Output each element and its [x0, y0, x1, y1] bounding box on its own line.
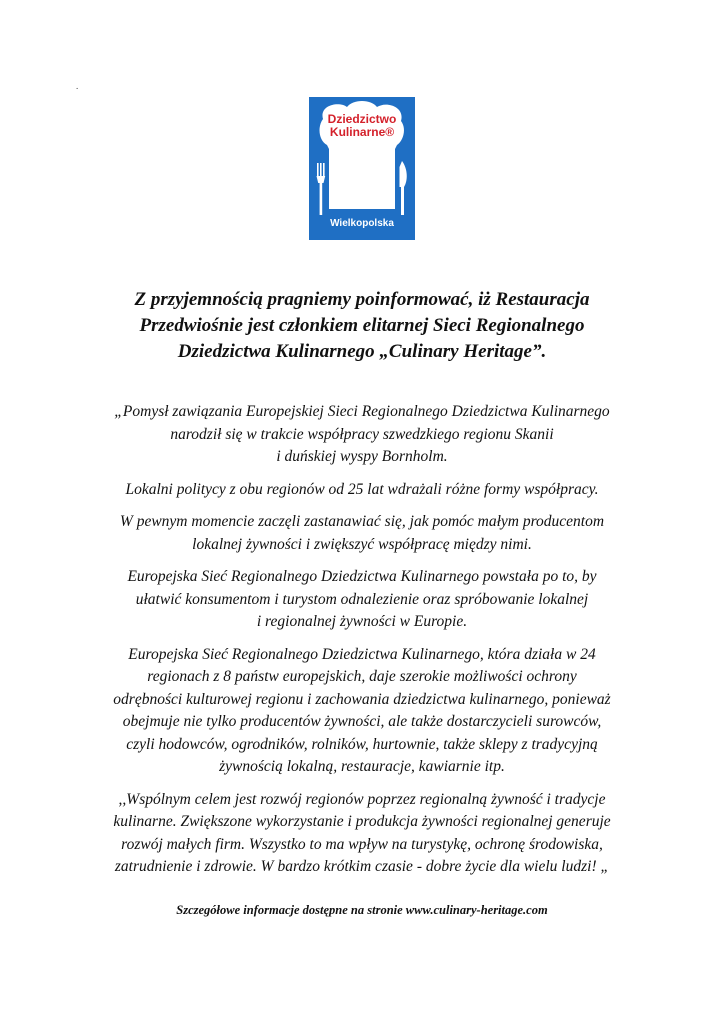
text-line: Lokalni politycy z obu regionów od 25 lat wdrażali różne formy współpracy. — [125, 480, 599, 498]
paragraph-network-purpose — [58, 566, 666, 634]
text-line: ułatwić konsumentom i turystom odnalezienie oraz spróbowanie lokalnej — [135, 590, 589, 608]
text-line: W pewnym momencie zaczęli zastanawiać się, jak pomóc małym producentom — [119, 513, 605, 530]
text-line: obejmuje nie tylko producentów żywności, ale także dostarczycieli surowców, — [122, 713, 602, 730]
website-info: Szczegółowe informacje dostępne na stronie www.culinary-heritage.com — [176, 903, 548, 917]
knife-icon — [400, 161, 407, 215]
paragraph-politicians — [58, 479, 666, 502]
paragraph-network-scope — [58, 644, 666, 779]
headline-line: Przedwiośnie jest członkiem elitarnej Sieci Regionalnego — [139, 315, 585, 336]
text-line: kulinarne. Zwiększone wykorzystanie i produkcja żywności regionalnej generuje — [113, 813, 611, 830]
paragraph-producers — [58, 511, 666, 556]
text-line: i regionalnej żywności w Europie. — [256, 613, 468, 630]
headline-line: Z przyjemnością pragniemy poinformować, iż Restauracja — [134, 289, 590, 310]
paragraph-common-goal — [58, 789, 666, 879]
text-line: narodził się w trakcie współpracy szwedzkiego regionu Skanii — [170, 425, 554, 443]
text-line: lokalnej żywności i zwiększyć współpracę między nimi. — [192, 535, 532, 553]
logo-title-line2: Kulinarne® — [329, 125, 395, 139]
text-line: Europejska Sieć Regionalnego Dziedzictwa Kulinarnego powstała po to, by — [127, 568, 597, 585]
logo-region-label: Wielkopolska — [330, 218, 394, 229]
culinary-heritage-logo — [309, 97, 415, 240]
description-body — [58, 401, 666, 889]
text-line: żywnością lokalną, restauracje, kawiarnie itp. — [219, 758, 505, 775]
fork-icon — [317, 163, 326, 215]
logo-title-line1: Dziedzictwo — [327, 112, 397, 126]
text-line: regionach z 8 państw europejskich, daje szerokie możliwości ochrony — [147, 668, 577, 685]
text-line: i duńskiej wyspy Bornholm. — [276, 448, 448, 465]
paragraph-origin — [58, 401, 666, 469]
text-line: odrębności kulturowej regionu i zachowania dziedzictwa kulinarnego, ponieważ — [113, 690, 611, 708]
text-line: ,,Wspólnym celem jest rozwój regionów poprzez regionalną żywność i tradycje — [118, 790, 606, 808]
text-line: czyli hodowców, ogrodników, rolników, hurtownie, także sklepy z tradycyjną — [126, 735, 598, 753]
text-line: rozwój małych firm. Wszystko to ma wpływ na turystykę, ochronę środowiska, — [121, 835, 603, 853]
text-line: zatrudnienie i zdrowie. W bardzo krótkim czasie - dobre życie dla wielu ludzi! „ — [114, 858, 610, 875]
corner-mark: . — [76, 81, 79, 91]
text-line: Europejska Sieć Regionalnego Dziedzictwa Kulinarnego, która działa w 24 — [128, 645, 596, 663]
text-line: „Pomysł zawiązania Europejskiej Sieci Regionalnego Dziedzictwa Kulinarnego — [114, 403, 610, 420]
announcement-headline — [60, 287, 664, 365]
headline-line: Dziedzictwa Kulinarnego „Culinary Heritage”. — [177, 341, 547, 362]
